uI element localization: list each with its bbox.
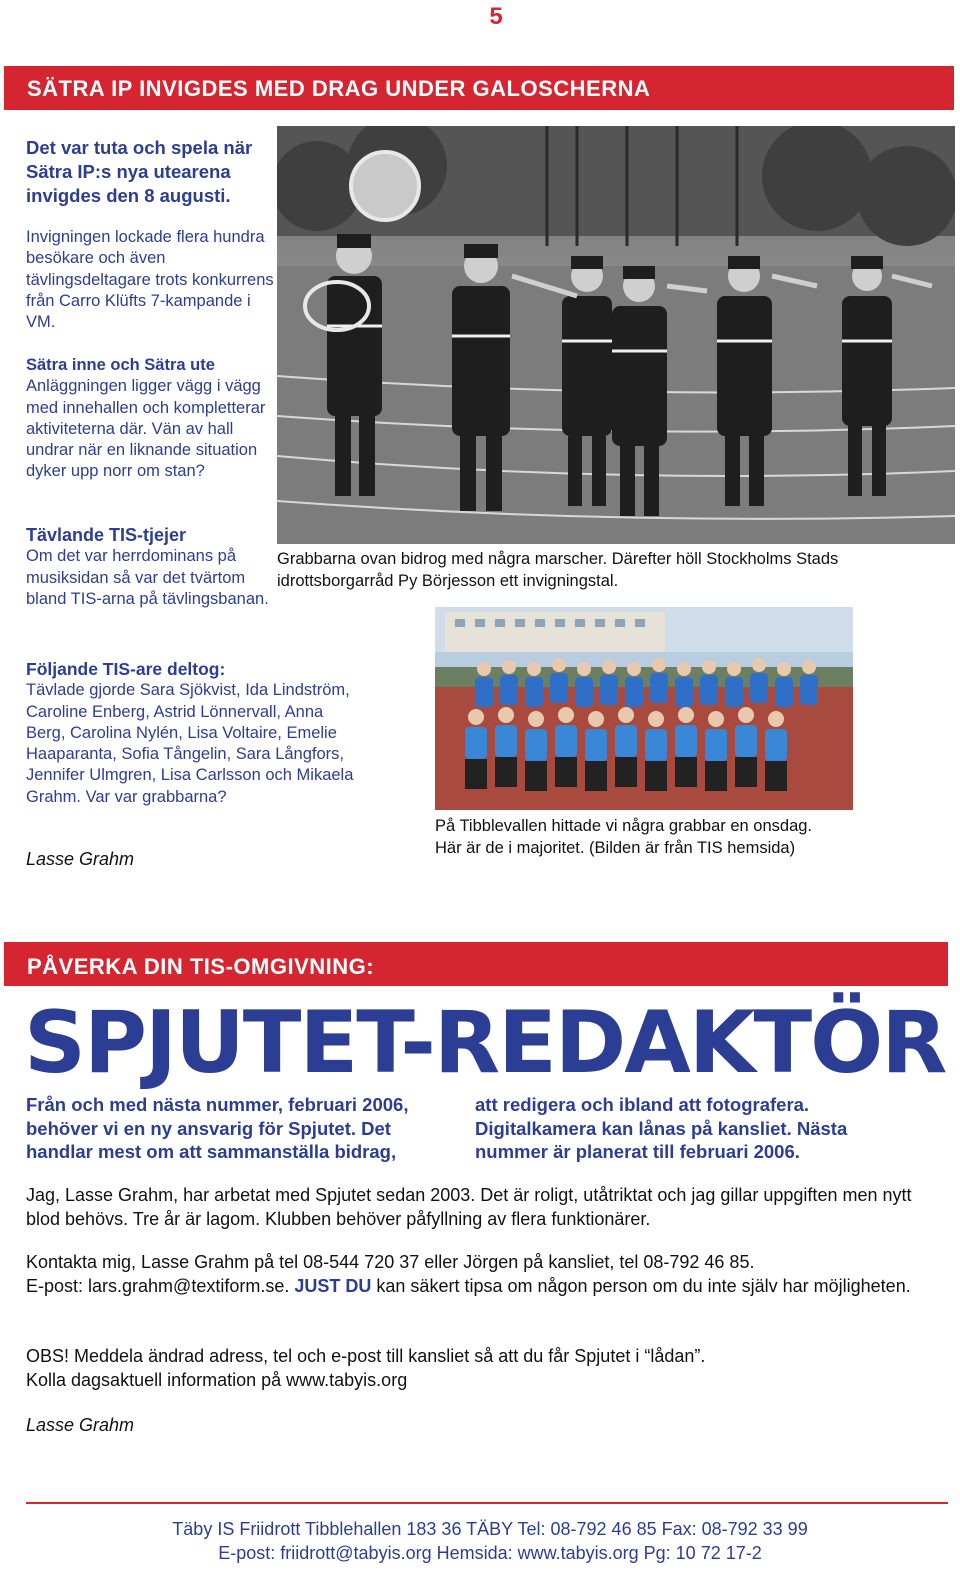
brass-band-photo	[277, 126, 955, 544]
subheading: Sätra inne och Sätra ute	[26, 356, 215, 374]
section-banner: PÅVERKA DIN TIS-OMGIVNING:	[4, 942, 948, 986]
page-number: 5	[489, 3, 503, 30]
photo-caption: Grabbarna ovan bidrog med några marscher. Därefter höll Stockholms Stads idrottsborgarråd Py Börjesson ett invigningstal.	[277, 550, 839, 590]
caption-line: Här är de i majoritet. (Bilden är från TIS hemsida)	[435, 838, 796, 857]
paragraph: Invigningen lockade flera hundra besökare och även tävlingsdeltagare trots konkurrens från Carro Klüfts 7-kampande i VM.	[26, 228, 274, 332]
article-lead: Det var tuta och spela när Sätra IP:s nya utearena invigdes den 8 augusti.	[26, 137, 253, 206]
subsection	[26, 355, 276, 483]
headline: SPJUTET-REDAKTÖR	[24, 993, 946, 1093]
subsection	[26, 525, 276, 610]
email-text: E-post: lars.grahm@textiform.se.	[26, 1276, 290, 1296]
notice-line: Kolla dagsaktuell information på www.tabyis.org	[26, 1370, 408, 1390]
photo-caption	[435, 816, 935, 859]
contact-text: kan säkert tipsa om någon person om du inte själv har möjligheten.	[376, 1276, 911, 1296]
footer-address: Täby IS Friidrott Tibblehallen 183 36 TÄBY Tel: 08-792 46 85 Fax: 08-792 33 99	[172, 1519, 808, 1539]
emphasis-text: JUST DU	[294, 1276, 372, 1296]
paragraph: Anläggningen ligger vägg i vägg med innehallen och kompletterar aktiviteterna där. Vän av hall undrar när en liknande situation dyker upp norr om stan?	[26, 377, 266, 481]
subheading: Följande TIS-are deltog:	[26, 659, 226, 679]
contact-paragraph	[26, 1250, 926, 1298]
notice-paragraph	[26, 1344, 926, 1392]
group-photo	[435, 607, 853, 810]
intro-column-left: Från och med nästa nummer, februari 2006, behöver vi en ny ansvarig för Spjutet. Det handlar mest om att sammanställa bidrag,	[26, 1094, 409, 1162]
intro-column-right: att redigera och ibland att fotografera. Digitalkamera kan lånas på kansliet. Nästa nummer är planerat till februari 2006.	[475, 1094, 848, 1162]
section-banner: SÄTRA IP INVIGDES MED DRAG UNDER GALOSCHERNA	[4, 66, 954, 110]
notice-line: OBS! Meddela ändrad adress, tel och e-post till kansliet så att du får Spjutet i “lådan”.	[26, 1346, 706, 1366]
author-signature: Lasse Grahm	[26, 849, 135, 869]
paragraph: Om det var herrdominans på musiksidan så var det tvärtom bland TIS-arna på tävlingsbanan.	[26, 547, 269, 608]
caption-line: På Tibblevallen hittade vi några grabbar en onsdag.	[435, 817, 813, 835]
subheading: Tävlande TIS-tjejer	[26, 525, 187, 545]
author-signature: Lasse Grahm	[26, 1415, 135, 1435]
contact-line: Kontakta mig, Lasse Grahm på tel 08-544 720 37 eller Jörgen på kansliet, tel 08-792 46 85.	[26, 1252, 755, 1272]
subsection	[26, 659, 356, 808]
footer-divider	[26, 1502, 948, 1504]
footer-contact: E-post: friidrott@tabyis.org Hemsida: www.tabyis.org Pg: 10 72 17-2	[218, 1543, 762, 1563]
paragraph: Tävlade gjorde Sara Sjökvist, Ida Lindström, Caroline Enberg, Astrid Lönnervall, Anna Berg, Carolina Nylén, Lisa Voltaire, Emelie Haaparanta, Sofia Tångelin, Sara Långfors, Jennifer Ulmgren, Lisa Carlsson och Mikaela Grahm. Var var grabbarna?	[26, 681, 354, 806]
contact-line	[26, 1274, 926, 1298]
paragraph: Jag, Lasse Grahm, har arbetat med Spjutet sedan 2003. Det är roligt, utåtriktat och jag gillar uppgiften men nytt blod behövs. Tre år är lagom. Klubben behöver påfyllning av flera funktionärer.	[26, 1185, 912, 1229]
